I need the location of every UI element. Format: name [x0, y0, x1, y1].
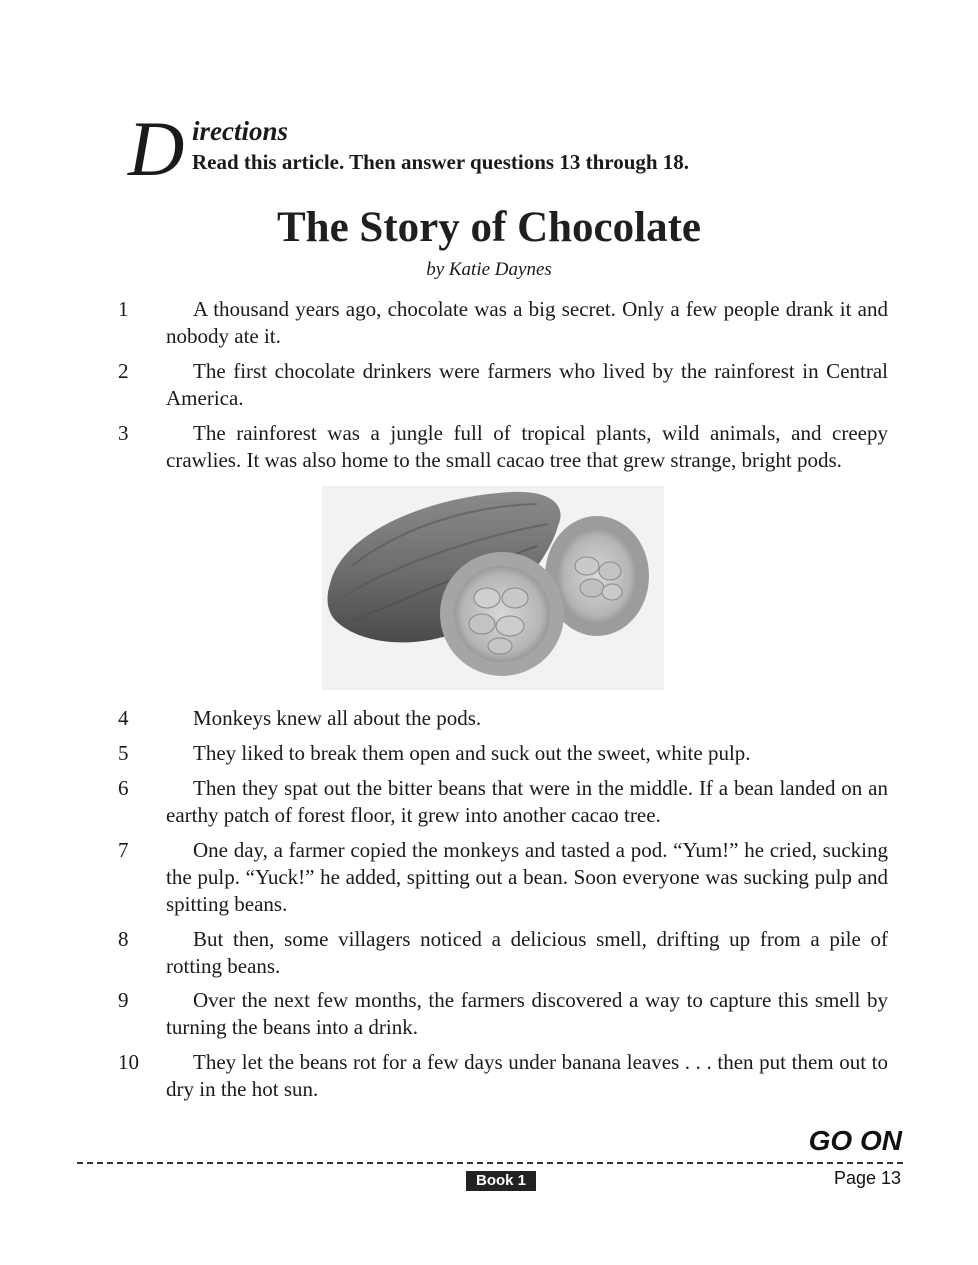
paragraph-number: 1 — [118, 297, 129, 321]
page-number: Page 13 — [833, 1168, 901, 1188]
paragraph-number: 3 — [118, 421, 129, 445]
paragraph-text: They liked to break them open and suck out the sweet, white pulp. — [193, 741, 751, 765]
paragraph-text: The rainforest was a jungle full of tropical plants, wild animals, and creepy crawlies. It was also home to the small cacao tree that grew strange, bright pods. — [166, 421, 888, 472]
paragraph-9 — [118, 987, 888, 1043]
paragraph-4 — [118, 705, 888, 733]
paragraph-3 — [118, 420, 888, 476]
paragraph-number: 9 — [118, 988, 129, 1012]
paragraph-number: 6 — [118, 776, 129, 800]
paragraph-1 — [118, 296, 888, 352]
paragraph-number: 8 — [118, 927, 129, 951]
paragraph-7 — [118, 837, 888, 921]
directions-initial: D — [128, 105, 185, 192]
book-badge: Book 1 — [466, 1171, 536, 1191]
paragraph-text: Monkeys knew all about the pods. — [193, 706, 482, 730]
footer-divider — [77, 1162, 903, 1164]
article-byline: by Katie Daynes — [426, 259, 552, 280]
cacao-pod-photo — [322, 486, 664, 690]
paragraph-number: 4 — [118, 706, 129, 730]
paragraph-number: 2 — [118, 359, 129, 383]
cacao-pod-illustration — [322, 486, 664, 690]
paragraph-text: The first chocolate drinkers were farmers who lived by the rainforest in Central America. — [166, 359, 888, 410]
paragraph-2 — [118, 358, 888, 414]
paragraph-text: Over the next few months, the farmers discovered a way to capture this smell by turning the beans into a drink. — [166, 988, 888, 1039]
paragraph-10 — [118, 1049, 888, 1105]
paragraph-6 — [118, 775, 888, 831]
paragraph-8 — [118, 926, 888, 982]
paragraph-text: One day, a farmer copied the monkeys and tasted a pod. “Yum!” he cried, sucking the pulp. “Yuck!” he added, spitting out a bean. Soon everyone was sucking pulp and spitting beans. — [166, 838, 888, 916]
article-title: The Story of Chocolate — [277, 204, 701, 251]
paragraph-number: 7 — [118, 838, 129, 862]
directions-block — [128, 105, 888, 192]
paragraph-text: They let the beans rot for a few days under banana leaves . . . then put them out to dry in the hot sun. — [166, 1050, 888, 1101]
paragraph-5 — [118, 740, 888, 768]
paragraph-text: A thousand years ago, chocolate was a big secret. Only a few people drank it and nobody ate it. — [166, 297, 888, 348]
paragraph-text: Then they spat out the bitter beans that were in the middle. If a bean landed on an earthy patch of forest floor, it grew into another cacao tree. — [166, 776, 888, 827]
paragraph-number: 5 — [118, 741, 129, 765]
directions-heading: irections — [192, 116, 289, 146]
paragraph-text: But then, some villagers noticed a delicious smell, drifting up from a pile of rotting beans. — [166, 927, 888, 978]
directions-instruction: Read this article. Then answer questions 13 through 18. — [192, 150, 690, 174]
go-on-label: GO ON — [808, 1125, 902, 1156]
paragraph-number: 10 — [118, 1050, 139, 1074]
